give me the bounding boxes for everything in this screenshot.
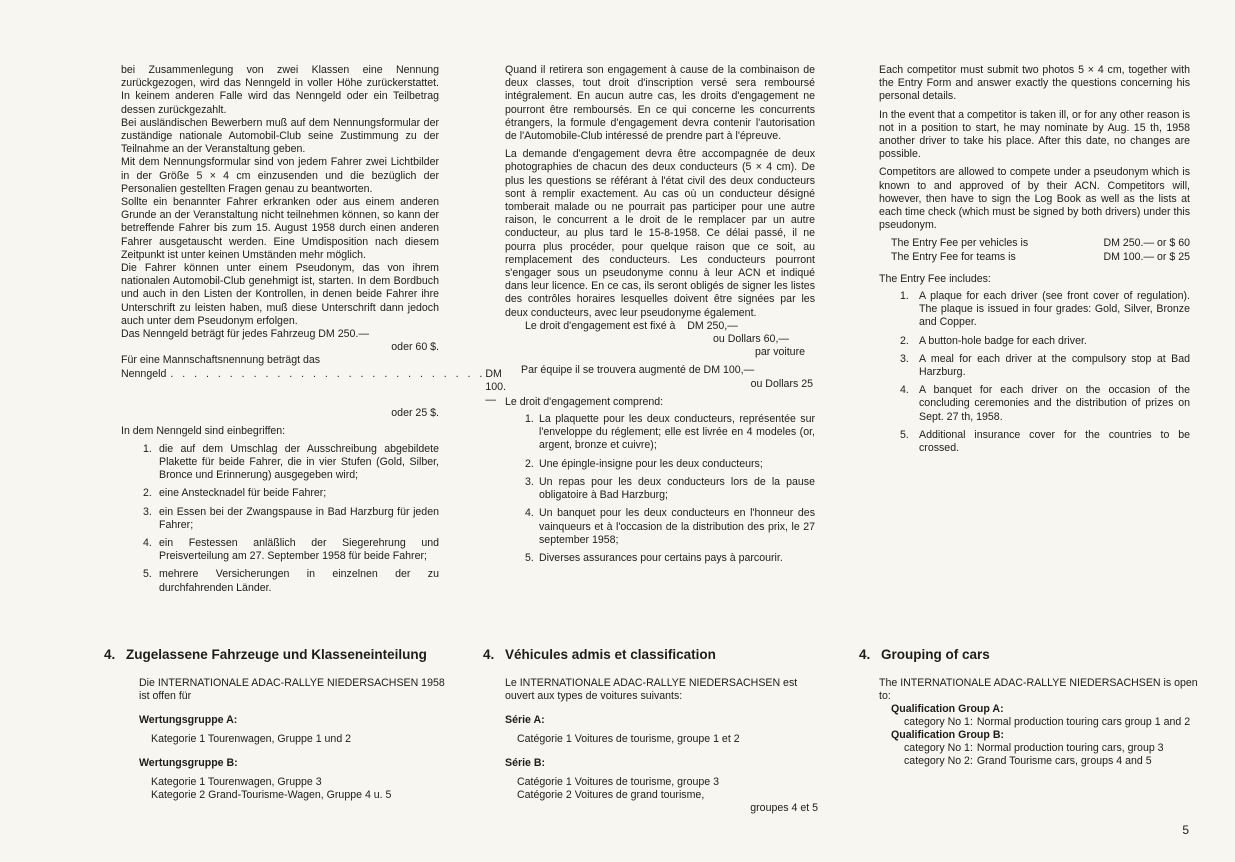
- list-item: 5. Diverses assurances pour certains pays à parcourir.: [525, 551, 783, 564]
- section-4-english: [859, 646, 1199, 768]
- section-heading: 4. Grouping of cars: [859, 647, 990, 662]
- list-item: 2. A button-hole badge for each driver.: [900, 334, 1087, 347]
- section-heading: 4. Zugelassene Fahrzeuge und Klasseneinteilung: [104, 647, 427, 662]
- paragraph: Mit dem Nennungsformular sind von jedem Fahrer zwei Lichtbilder in der Größe 5 × 4 cm einzusenden und die bezüglich der Personalien gestellten Fragen genau zu beantworten.: [121, 156, 439, 195]
- group-a-label: Wertungsgruppe A:: [139, 714, 238, 726]
- paragraph: La demande d'engagement devra être accompagnée de deux photographies de chacun des deux conducteurs (5 × 4 cm). De plus les questions se référant à l'état civil des deux conducteurs sont à remplir exactement. Au cas où un conducteur désigné tomberait malade ou ne pourrait pas participer pour une autre raison, le concurrent a le droit de le remplacer par un autre conducteur, au plus tard le 15-8-1958. Ce délai passé, il ne pourra plus procéder, pour quelque raison que ce soit, au remplacement des conducteurs. Les conducteurs pourront s'engager sous un pseudonyme connu à leur ACN et indiqué dans leur licence. En ce cas, ils seront obligés de signer les listes des contrôles horaires lesquelles doivent être signées par les deux conducteurs, avec leur pseudonyme également.: [505, 148, 815, 319]
- german-column: [121, 64, 506, 600]
- paragraph: bei Zusammenlegung von zwei Klassen eine Nennung zurückgezogen, wird das Nenngeld in voller Höhe zurückerstattet. In keinem anderen Falle wird das Nenngeld oder ein Teilbetrag dessen zurückgezahlt.: [121, 64, 439, 116]
- paragraph: Bei ausländischen Bewerbern muß auf dem Nennungsformular der zuständige nationale Automobil-Club seine Zustimmung zu der Teilnahme an der Veranstaltung geben.: [121, 116, 439, 156]
- list-item: 3. Un repas pour les deux conducteurs lors de la pause obligatoire à Bad Harzburg;: [525, 475, 815, 502]
- list-item: 1. die auf dem Umschlag der Ausschreibung abgebildete Plakette für beide Fahrer, die in vier Stufen (Gold, Silber, Bronce und Erinnerung) ausgegeben wird;: [143, 442, 439, 482]
- group-a-label: Série A:: [505, 714, 545, 726]
- fee-team-line: [121, 367, 506, 408]
- fee-team-label: Nenngeld: [121, 367, 167, 380]
- page-number: 5: [1182, 823, 1189, 837]
- includes-list: [505, 413, 815, 565]
- category-row: category No 1: Normal production touring cars, group 3: [904, 742, 1164, 754]
- includes-intro: The Entry Fee includes:: [879, 272, 991, 285]
- category-line: groupes 4 et 5: [750, 802, 818, 814]
- section-4-french: [483, 646, 818, 815]
- paragraph: Sollte ein benannter Fahrer erkranken oder aus einem anderen Grunde an der Veranstaltung nicht teilnehmen können, so kann der betreffende Fahrer bis zum 15. August 1958 durch einen anderen Fahrer ausgetauscht werden. Eine Umdisposition nach diesem Zeitpunkt ist unter keinen Umständen mehr möglich.: [121, 196, 439, 261]
- leader-dots: . . . . . . . . . . . . . . . . . . . . . . . . . . .: [170, 367, 486, 380]
- category-row: category No 2: Grand Tourisme cars, groups 4 and 5: [904, 755, 1152, 767]
- list-item: 5. mehrere Versicherungen in einzelnen der zu durchfahrenden Länder.: [143, 568, 439, 594]
- fee-team-intro: Für eine Mannschaftsnennung beträgt das: [121, 354, 321, 367]
- includes-list: [121, 443, 439, 595]
- includes-list: [879, 290, 1190, 455]
- includes-intro: Le droit d'engagement comprend:: [505, 395, 664, 408]
- fee-row: The Entry Fee for teams is DM 100.— or $ 25: [891, 250, 1190, 263]
- list-item: 2. eine Anstecknadel für beide Fahrer;: [143, 487, 327, 500]
- section-4-german: [104, 646, 449, 802]
- list-item: 1. La plaquette pour les deux conducteurs, représentée sur l'enveloppe du réglement; elle est livrée en 4 modeles (or, argent, bronze et cuivre);: [525, 413, 815, 452]
- list-item: 3. ein Essen bei der Zwangspause in Bad Harzburg für jeden Fahrer;: [143, 505, 439, 531]
- fee-line: Par équipe il se trouvera augmenté de DM 100,—: [521, 364, 755, 377]
- fee-line: ou Dollars 25: [750, 377, 813, 390]
- fee-line: par voiture: [754, 346, 805, 359]
- fee-team-alt: oder 25 $.: [391, 407, 439, 420]
- list-item: 5. Additional insurance cover for the countries to be crossed.: [900, 428, 1190, 455]
- fee-team-amount: DM 100.—: [485, 367, 506, 407]
- category-line: Kategorie 2 Grand-Tourisme-Wagen, Gruppe 4 u. 5: [151, 789, 392, 801]
- french-column: [505, 64, 815, 570]
- includes-intro: In dem Nenngeld sind einbegriffen:: [121, 425, 286, 438]
- paragraph: Die Fahrer können unter einem Pseudonym, das von ihrem nationalen Automobil-Club genehmigt ist, starten. In dem Bordbuch und auch in den Listen der Kontrollen, in denen beide Fahrer ihre Unterschrift zu leisten haben, muß diese Unterschrift dann jedoch auch unter dem Pseudonym erfolgen.: [121, 262, 439, 327]
- list-item: 4. Un banquet pour les deux conducteurs en l'honneur des vainqueurs et à l'occasion de la distribution des prix, le 27 september 1958;: [525, 507, 815, 546]
- category-line: Catégorie 1 Voitures de tourisme, groupe 1 et 2: [517, 733, 740, 745]
- english-column: [879, 64, 1190, 460]
- list-item: 4. A banquet for each driver on the occasion of the concluding ceremonies and the distribution of prizes on Sept. 27 th, 1958.: [900, 384, 1190, 423]
- group-b-label: Wertungsgruppe B:: [139, 757, 238, 769]
- section-heading: 4. Véhicules admis et classification: [483, 647, 716, 662]
- category-row: category No 1: Normal production touring cars group 1 and 2: [904, 716, 1191, 728]
- category-line: Catégorie 2 Voitures de grand tourisme,: [517, 789, 705, 801]
- section-intro: Die INTERNATIONALE ADAC-RALLYE NIEDERSACHSEN 1958 ist offen für: [139, 677, 445, 702]
- list-item: 2. Une épingle-insigne pour les deux conducteurs;: [525, 457, 763, 470]
- section-intro: Le INTERNATIONALE ADAC-RALLYE NIEDERSACHSEN est ouvert aux types de voitures suivants:: [505, 677, 798, 702]
- category-line: Kategorie 1 Tourenwagen, Gruppe 3: [151, 776, 322, 788]
- fee-vehicle: Das Nenngeld beträgt für jedes Fahrzeug DM 250.—: [121, 328, 369, 341]
- group-b-label: Série B:: [505, 757, 546, 769]
- paragraph: Quand il retirera son engagement à cause de la combinaison de deux classes, tout droit d'inscription versé sera remboursé intégralement. En aucun autre cas, les droits d'engagement ne pourront être remboursés. En ce qui concerne les concurrents étrangers, la formule d'engagement devra contenir l'autorisation de l'Automobile-Club intéressé de prendre part à l'épreuve.: [505, 64, 815, 143]
- list-item: 3. A meal for each driver at the compulsory stop at Bad Harzburg.: [900, 352, 1190, 379]
- fee-table: [879, 237, 1190, 263]
- fee-vehicle-alt: oder 60 $.: [391, 341, 439, 354]
- group-a-label: Qualification Group A:: [891, 703, 1004, 715]
- fee-line: ou Dollars 60,—: [713, 333, 789, 346]
- fee-line: Le droit d'engagement est fixé à DM 250,—: [525, 319, 738, 332]
- group-b-label: Qualification Group B:: [891, 729, 1004, 741]
- category-line: Catégorie 1 Voitures de tourisme, groupe 3: [517, 776, 719, 788]
- paragraph: Competitors are allowed to compete under a pseudonym which is known to and approved of by their ACN. Competitors will, however, then have to sign the Log Book as well as the lists at each time check (which must be signed by both drivers) under this pseudonym.: [879, 166, 1190, 232]
- list-item: 4. ein Festessen anläßlich der Siegerehrung und Preisverteilung am 27. September 1958 für beide Fahrer;: [143, 536, 439, 563]
- fee-row: The Entry Fee per vehicles is DM 250.— or $ 60: [891, 237, 1190, 250]
- section-intro: The INTERNATIONALE ADAC-RALLYE NIEDERSACHSEN is open to:: [879, 677, 1198, 702]
- category-line: Kategorie 1 Tourenwagen, Gruppe 1 und 2: [151, 733, 352, 745]
- paragraph: In the event that a competitor is taken ill, or for any other reason is not in a position to start, he may nominate by Aug. 15 th, 1958 another driver to take his place. After this date, no changes are possible.: [879, 108, 1190, 161]
- list-item: 1. A plaque for each driver (see front cover of regulation). The plaque is issued in four grades: Gold, Silver, Bronze and Copper.: [900, 290, 1190, 329]
- paragraph: Each competitor must submit two photos 5 × 4 cm, together with the Entry Form and answer exactly the questions concerning his personal details.: [879, 64, 1190, 103]
